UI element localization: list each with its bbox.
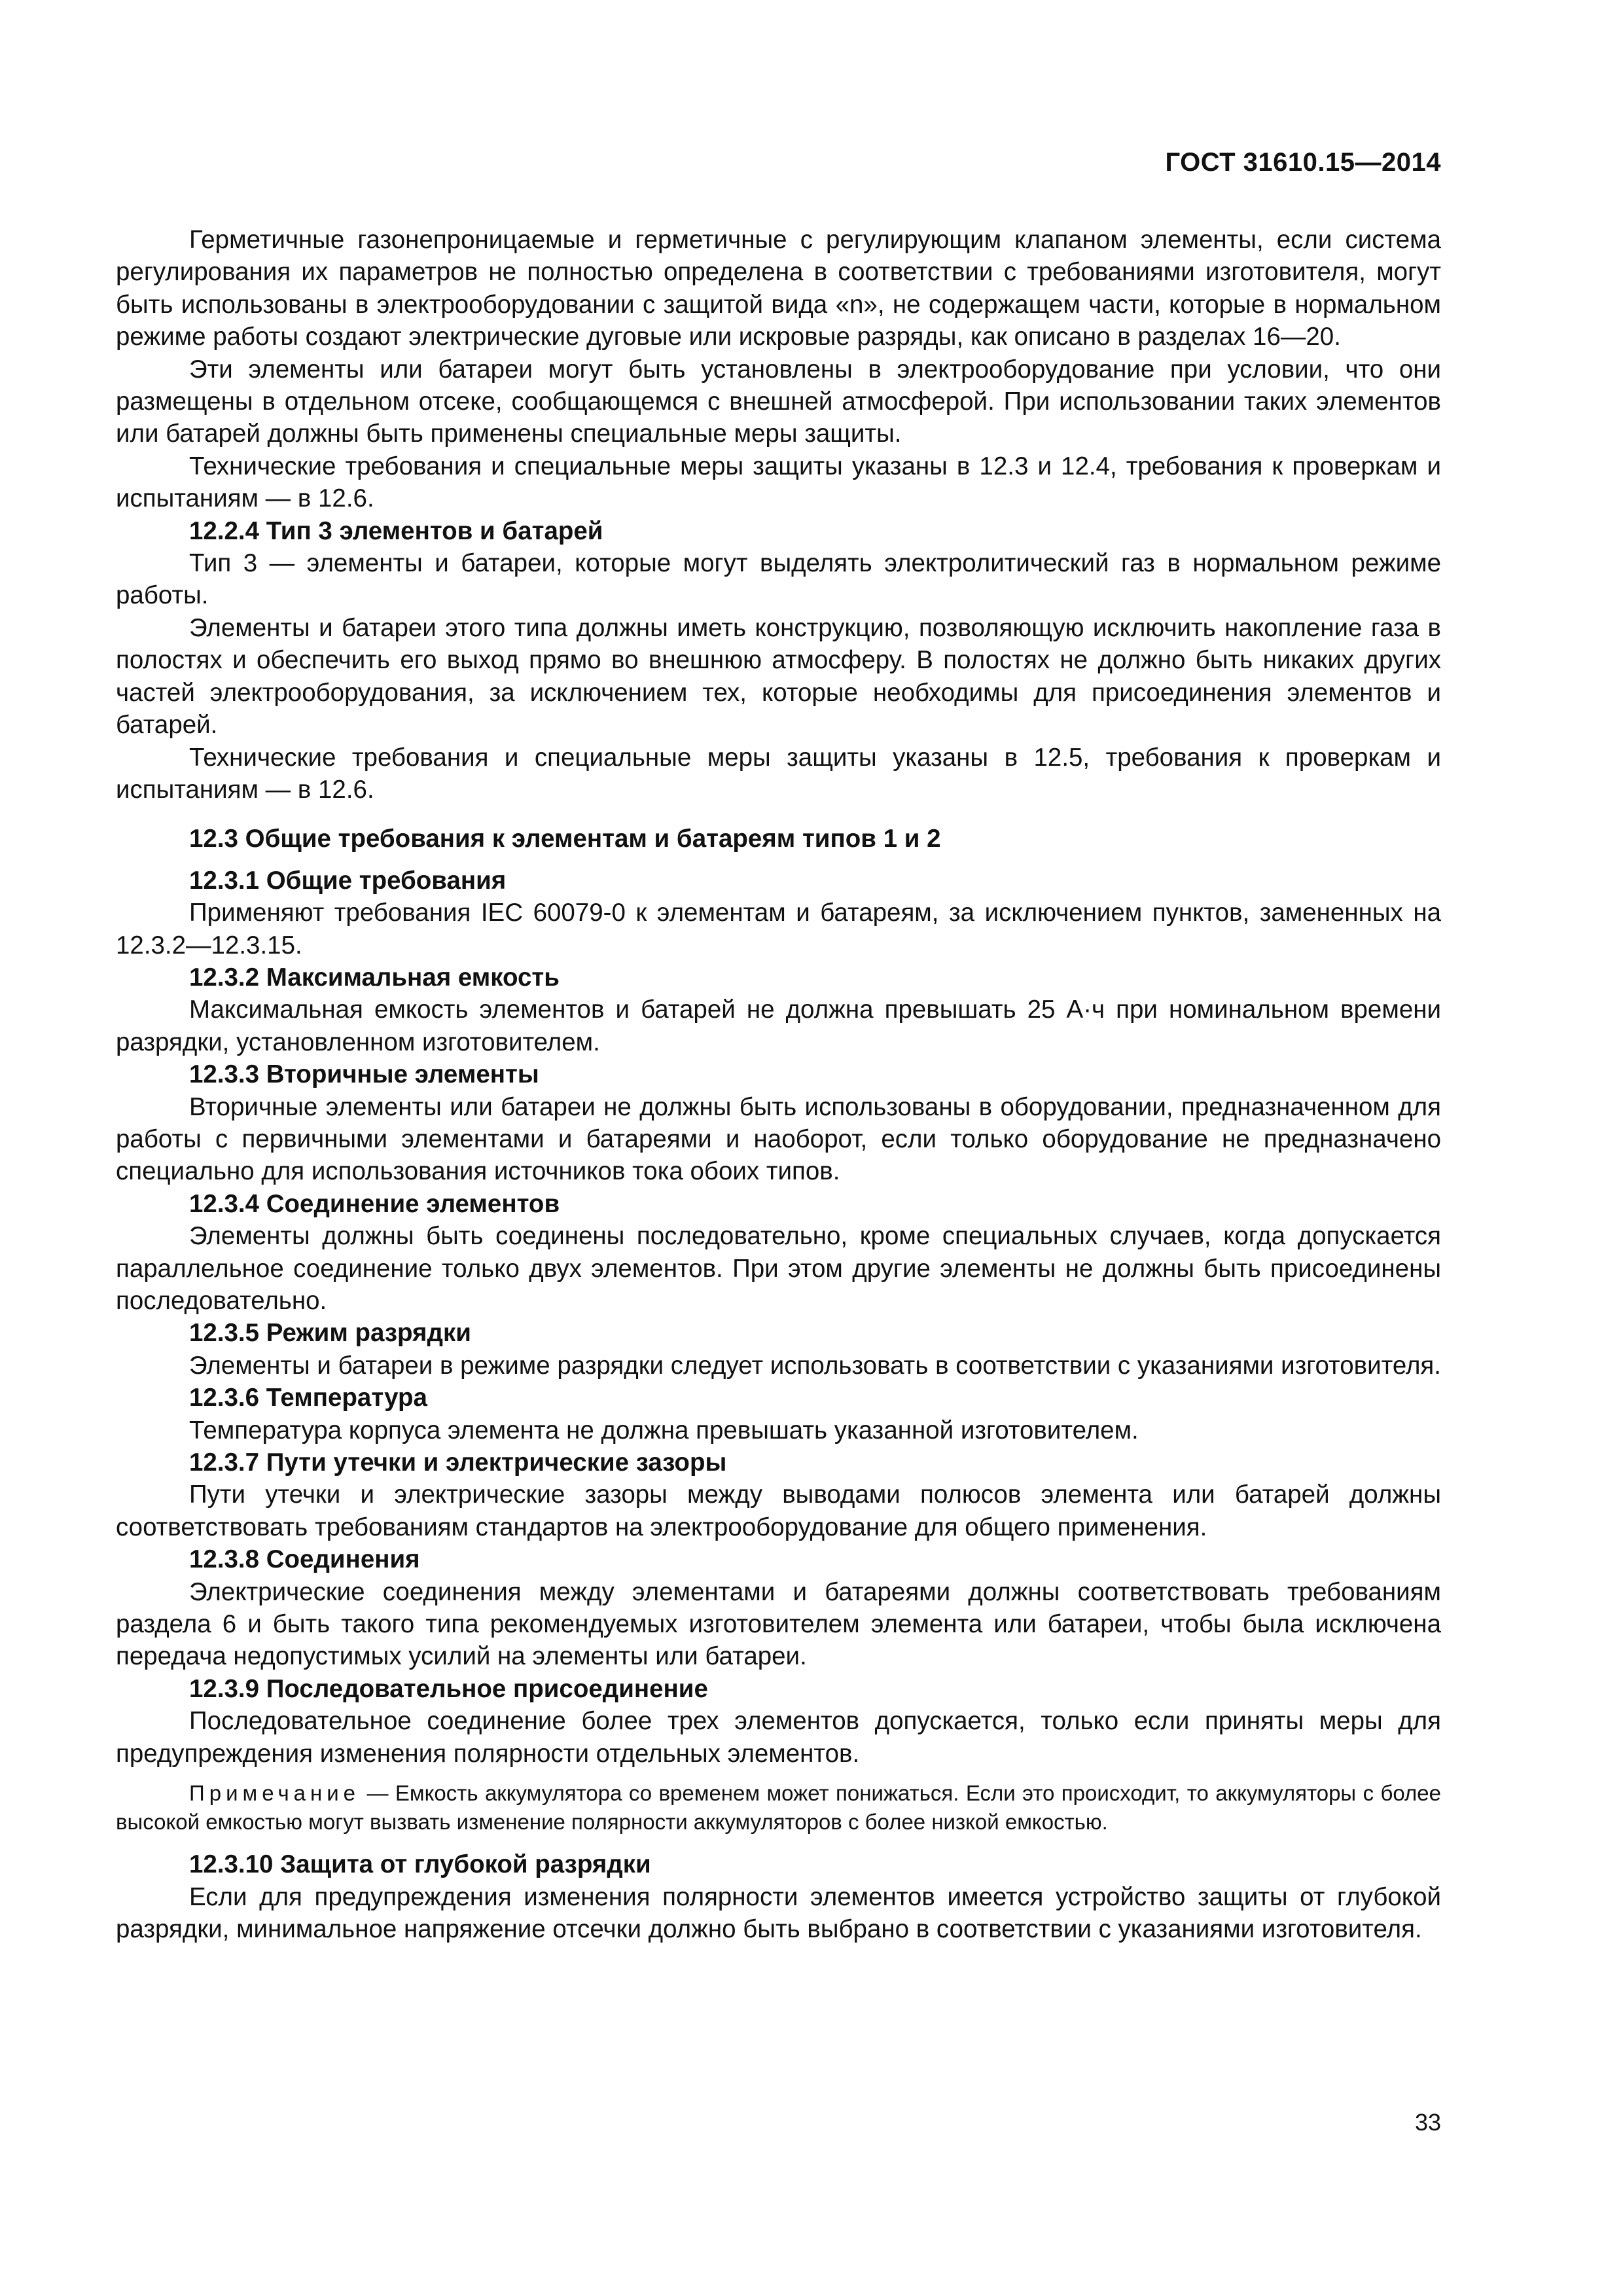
paragraph: Элементы и батареи этого типа должны иметь конструкцию, позволяющую исключить накопление газа в полостях и обеспечить его выход прямо во внешнюю атмосферу. В полостях не должно быть никаких других частей электрооборудования, за исключением тех, которые необходимы для присоединения элементов и батарей.: [116, 613, 1441, 740]
subsection-heading-12-3-3: 12.3.3 Вторичные элементы: [189, 1060, 539, 1089]
subsection-heading-12-2-4: 12.2.4 Тип 3 элементов и батарей: [189, 516, 603, 545]
paragraph: Вторичные элементы или батареи не должны быть использованы в оборудовании, предназначенном для работы с первичными элементами и батареями и наоборот, если только оборудование не предназначено специально для использования источников тока обоих типов.: [116, 1092, 1441, 1186]
subsection-heading-12-3-4: 12.3.4 Соединение элементов: [189, 1189, 560, 1218]
paragraph: Если для предупреждения изменения полярности элементов имеется устройство защиты от глубокой разрядки, минимальное напряжение отсечки должно быть выбрано в соответствии с указаниями изготовителя.: [116, 1882, 1441, 1943]
subsection-heading-12-3-1: 12.3.1 Общие требования: [189, 866, 507, 895]
note-text: — Емкость аккумулятора со временем может понижаться. Если это происходит, то аккумуляторы с более высокой емкостью могут вызвать изменение полярности аккумуляторов с более низкой емкостью.: [116, 1781, 1441, 1835]
paragraph: Применяют требования IEC 60079-0 к элементам и батареям, за исключением пунктов, замененных на 12.3.2—12.3.15.: [116, 899, 1441, 960]
paragraph: Пути утечки и электрические зазоры между выводами полюсов элемента или батарей должны соответствовать требованиям стандартов на электрооборудование для общего применения.: [116, 1480, 1441, 1541]
note-label: Примечание: [189, 1781, 361, 1806]
paragraph: Максимальная емкость элементов и батарей не должна превышать 25 А·ч при номинальном времени разрядки, установленном изготовителем.: [116, 996, 1441, 1056]
subsection-heading-12-3-5: 12.3.5 Режим разрядки: [189, 1319, 471, 1348]
subsection-heading-12-3-10: 12.3.10 Защита от глубокой разрядки: [189, 1850, 651, 1879]
document-body: [116, 224, 1441, 1945]
paragraph: Элементы должны быть соединены последовательно, кроме специальных случаев, когда допускается параллельное соединение только двух элементов. При этом другие элементы не должны быть присоединены последовательно.: [116, 1222, 1441, 1315]
note: [116, 1779, 1441, 1837]
paragraph: Герметичные газонепроницаемые и герметичные с регулирующим клапаном элементы, если система регулирования их параметров не полностью определена в соответствии с требованиями изготовителя, могут быть использованы в электрооборудовании с защитой вида «n», не содержащем части, которые в нормальном режиме работы создают электрические дуговые или искровые разряды, как описано в разделах 16—20.: [116, 226, 1441, 351]
paragraph: Температура корпуса элемента не должна превышать указанной изготовителем.: [189, 1416, 1139, 1444]
paragraph: Технические требования и специальные меры защиты указаны в 12.3 и 12.4, требования к проверкам и испытаниям — в 12.6.: [116, 452, 1441, 513]
subsection-heading-12-3-9: 12.3.9 Последовательное присоединение: [189, 1674, 708, 1703]
page-number: 33: [1414, 2109, 1441, 2136]
subsection-heading-12-3-7: 12.3.7 Пути утечки и электрические зазоры: [189, 1448, 727, 1477]
paragraph: Эти элементы или батареи могут быть установлены в электрооборудование при условии, что они размещены в отдельном отсеке, сообщающемся с внешней атмосферой. При использовании таких элементов или батарей должны быть применены специальные меры защиты.: [116, 355, 1441, 448]
section-heading-12-3: 12.3 Общие требования к элементам и батареям типов 1 и 2: [189, 825, 941, 853]
document-code-header: ГОСТ 31610.15—2014: [1165, 148, 1441, 177]
subsection-heading-12-3-2: 12.3.2 Максимальная емкость: [189, 963, 560, 992]
subsection-heading-12-3-6: 12.3.6 Температура: [189, 1384, 427, 1412]
paragraph: Элементы и батареи в режиме разрядки следует использовать в соответствии с указаниями изготовителя.: [189, 1351, 1441, 1380]
paragraph: Тип 3 — элементы и батареи, которые могут выделять электролитический газ в нормальном режиме работы.: [116, 549, 1441, 610]
paragraph: Последовательное соединение более трех элементов допускается, только если приняты меры для предупреждения изменения полярности отдельных элементов.: [116, 1707, 1441, 1768]
paragraph: Технические требования и специальные меры защиты указаны в 12.5, требования к проверкам и испытаниям — в 12.6.: [116, 743, 1441, 804]
paragraph: Электрические соединения между элементами и батареями должны соответствовать требованиям раздела 6 и быть такого типа рекомендуемых изготовителем элемента или батареи, чтобы была исключена передача недопустимых усилий на элементы или батареи.: [116, 1577, 1441, 1671]
subsection-heading-12-3-8: 12.3.8 Соединения: [189, 1545, 420, 1574]
